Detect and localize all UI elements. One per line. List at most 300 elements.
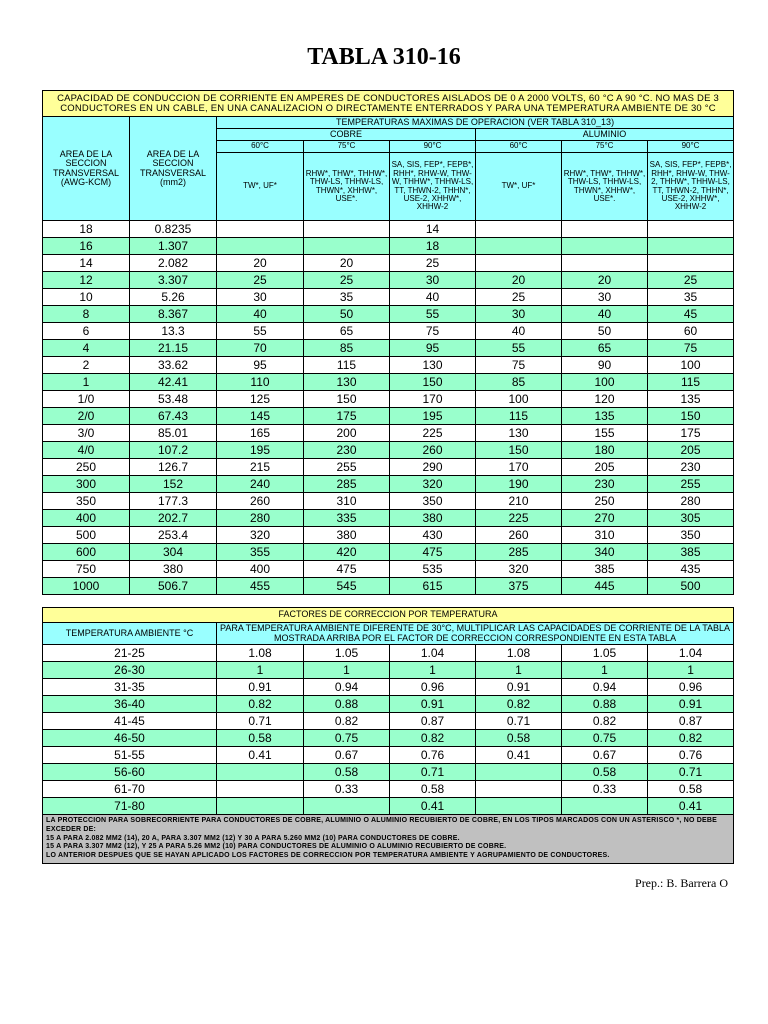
table-cell: 20 xyxy=(562,272,648,289)
table-cell: 0.33 xyxy=(304,781,390,798)
table-cell: 41-45 xyxy=(43,713,217,730)
table-cell: 130 xyxy=(390,357,476,374)
table-cell: 100 xyxy=(476,391,562,408)
table-cell xyxy=(217,238,304,255)
table-cell: 310 xyxy=(562,527,648,544)
table-cell: 280 xyxy=(648,493,734,510)
table-cell: 85.01 xyxy=(130,425,217,442)
table-cell: 150 xyxy=(648,408,734,425)
table-cell: 20 xyxy=(476,272,562,289)
table-cell: 95 xyxy=(217,357,304,374)
note-line: 15 A PARA 3.307 MM2 (12), Y 25 A PARA 5.26 MM2 (10) PARA CONDUCTORES DE ALUMINIO O ALUMINIO RECUBIERTO DE COBRE. xyxy=(46,843,507,851)
temp-label: 60°C xyxy=(217,141,304,153)
table-cell: 115 xyxy=(648,374,734,391)
table-cell: 0.71 xyxy=(217,713,304,730)
table-cell: 0.58 xyxy=(217,730,304,747)
table-cell: 0.58 xyxy=(476,730,562,747)
table-row xyxy=(43,713,734,730)
table-cell: 0.41 xyxy=(648,798,734,815)
table-cell: 51-55 xyxy=(43,747,217,764)
table-cell: 1.04 xyxy=(648,645,734,662)
insulation-types: SA, SIS, FEP*, FEPB*, RHH*, RHW-W, THW-W, THHW*, THHW-LS, TT, THWN-2, THHN*, USE-2, XHHW*, XHHW-2 xyxy=(390,153,476,221)
table-cell: 215 xyxy=(217,459,304,476)
table-cell: 305 xyxy=(648,510,734,527)
table-cell: 1.08 xyxy=(476,645,562,662)
insulation-types: RHW*, THW*, THHW*, THW-LS, THHW-LS, THWN*, XHHW*, USE*. xyxy=(304,153,390,221)
table-cell: 0.75 xyxy=(304,730,390,747)
table-cell: 260 xyxy=(476,527,562,544)
table-cell: 1 xyxy=(562,662,648,679)
table-cell: 115 xyxy=(304,357,390,374)
table-cell: 320 xyxy=(390,476,476,493)
table-cell: 195 xyxy=(217,442,304,459)
insulation-types: TW*, UF* xyxy=(476,153,562,221)
table-cell xyxy=(476,764,562,781)
table-cell: 0.82 xyxy=(390,730,476,747)
insulation-types: RHW*, THW*, THHW*, THW-LS, THHW-LS, THWN*, XHHW*, USE*. xyxy=(562,153,648,221)
table-cell: 1.307 xyxy=(130,238,217,255)
table-row xyxy=(43,374,734,391)
table-cell: 1.04 xyxy=(390,645,476,662)
aluminio-header: ALUMINIO xyxy=(476,129,734,141)
table-row xyxy=(43,679,734,696)
table-cell: 535 xyxy=(390,561,476,578)
table-cell xyxy=(562,221,648,238)
table-cell: 126.7 xyxy=(130,459,217,476)
table-cell: 25 xyxy=(217,272,304,289)
table-cell: 42.41 xyxy=(130,374,217,391)
table-row xyxy=(43,391,734,408)
table-cell: 420 xyxy=(304,544,390,561)
insulation-types: TW*, UF* xyxy=(217,153,304,221)
table-cell: 0.91 xyxy=(390,696,476,713)
table-cell: 115 xyxy=(476,408,562,425)
table-cell: 240 xyxy=(217,476,304,493)
table-cell: 475 xyxy=(390,544,476,561)
table-row xyxy=(43,476,734,493)
table-cell xyxy=(562,238,648,255)
table-cell: 190 xyxy=(476,476,562,493)
table-cell: 0.82 xyxy=(648,730,734,747)
table-cell: 1 xyxy=(43,374,130,391)
table-cell: 20 xyxy=(217,255,304,272)
table-cell: 53.48 xyxy=(130,391,217,408)
table-row xyxy=(43,459,734,476)
table-cell: 0.41 xyxy=(476,747,562,764)
table-cell: 100 xyxy=(648,357,734,374)
table-cell: 253.4 xyxy=(130,527,217,544)
temp-header: TEMPERATURAS MAXIMAS DE OPERACION (VER TABLA 310_13) xyxy=(217,117,734,129)
table-cell xyxy=(476,798,562,815)
table-row xyxy=(43,696,734,713)
table-cell: 0.96 xyxy=(648,679,734,696)
table-cell: 545 xyxy=(304,578,390,595)
table-cell: 350 xyxy=(648,527,734,544)
table-cell: 40 xyxy=(476,323,562,340)
table-cell: 3.307 xyxy=(130,272,217,289)
table-row xyxy=(43,289,734,306)
table-cell: 0.87 xyxy=(648,713,734,730)
table-cell: 385 xyxy=(562,561,648,578)
table-row xyxy=(43,730,734,747)
table-row xyxy=(43,561,734,578)
table-cell: 21.15 xyxy=(130,340,217,357)
table-row xyxy=(43,221,734,238)
table-cell: 230 xyxy=(648,459,734,476)
table-cell: 30 xyxy=(217,289,304,306)
table-cell: 130 xyxy=(476,425,562,442)
table-cell: 60 xyxy=(648,323,734,340)
table-cell: 31-35 xyxy=(43,679,217,696)
table-cell: 33.62 xyxy=(130,357,217,374)
table-cell: 35 xyxy=(648,289,734,306)
table-cell: 6 xyxy=(43,323,130,340)
correction-caption: FACTORES DE CORRECCION POR TEMPERATURA xyxy=(43,608,734,623)
table-cell: 18 xyxy=(390,238,476,255)
table-cell: 335 xyxy=(304,510,390,527)
table-row xyxy=(43,408,734,425)
table-cell: 750 xyxy=(43,561,130,578)
table-cell xyxy=(562,255,648,272)
table-cell: 255 xyxy=(304,459,390,476)
table-cell xyxy=(476,255,562,272)
table-cell: 175 xyxy=(648,425,734,442)
table-cell: 0.8235 xyxy=(130,221,217,238)
table-cell: 0.94 xyxy=(562,679,648,696)
table-row xyxy=(43,662,734,679)
table-cell: 210 xyxy=(476,493,562,510)
table-cell: 355 xyxy=(217,544,304,561)
table-row xyxy=(43,781,734,798)
table-caption: CAPACIDAD DE CONDUCCION DE CORRIENTE EN AMPERES DE CONDUCTORES AISLADOS DE 0 A 2000 VOLTS, 60 °C A 90 °C. NO MAS DE 3 CONDUCTORES EN UN CABLE, EN UNA CANALIZACION O DIRECTAMENTE ENTERRADOS Y PARA UNA TEMPERATURA AMBIENTE DE 30 °C xyxy=(43,91,734,117)
table-cell: 260 xyxy=(217,493,304,510)
table-cell: 90 xyxy=(562,357,648,374)
temp-label: 90°C xyxy=(390,141,476,153)
prepared-by: Prep.: B. Barrera O xyxy=(635,876,728,890)
table-cell: 304 xyxy=(130,544,217,561)
table-cell: 500 xyxy=(648,578,734,595)
table-cell: 71-80 xyxy=(43,798,217,815)
table-cell: 110 xyxy=(217,374,304,391)
table-cell: 14 xyxy=(43,255,130,272)
table-cell: 170 xyxy=(390,391,476,408)
table-cell: 1.08 xyxy=(217,645,304,662)
page-title: TABLA 310-16 xyxy=(307,44,461,70)
table-cell: 40 xyxy=(390,289,476,306)
table-cell: 225 xyxy=(390,425,476,442)
table-cell: 205 xyxy=(648,442,734,459)
table-cell xyxy=(476,781,562,798)
table-cell: 0.94 xyxy=(304,679,390,696)
table-cell: 0.82 xyxy=(217,696,304,713)
table-cell: 4 xyxy=(43,340,130,357)
table-cell: 16 xyxy=(43,238,130,255)
table-cell: 177.3 xyxy=(130,493,217,510)
table-cell: 310 xyxy=(304,493,390,510)
table-cell: 0.82 xyxy=(476,696,562,713)
table-cell: 75 xyxy=(390,323,476,340)
table-cell: 107.2 xyxy=(130,442,217,459)
table-cell: 0.88 xyxy=(304,696,390,713)
table-cell: 135 xyxy=(648,391,734,408)
table-cell: 14 xyxy=(390,221,476,238)
temp-label: 90°C xyxy=(648,141,734,153)
table-cell xyxy=(648,238,734,255)
table-cell xyxy=(476,221,562,238)
table-cell: 290 xyxy=(390,459,476,476)
table-cell: 195 xyxy=(390,408,476,425)
table-cell: 100 xyxy=(562,374,648,391)
table-cell xyxy=(648,255,734,272)
table-cell: 145 xyxy=(217,408,304,425)
table-cell: 0.67 xyxy=(304,747,390,764)
table-cell xyxy=(304,798,390,815)
table-cell: 0.88 xyxy=(562,696,648,713)
table-cell: 400 xyxy=(217,561,304,578)
table-row xyxy=(43,425,734,442)
table-cell: 65 xyxy=(304,323,390,340)
note-line: LO ANTERIOR DESPUES QUE SE HAYAN APLICADO LOS FACTORES DE CORRECCION POR TEMPERATURA AMBIENTE Y AGRUPAMIENTO DE CONDUCTORES. xyxy=(46,852,610,859)
table-cell: 50 xyxy=(562,323,648,340)
table-row xyxy=(43,255,734,272)
table-cell: 0.76 xyxy=(648,747,734,764)
table-cell xyxy=(217,221,304,238)
table-cell: 1/0 xyxy=(43,391,130,408)
col-header-area-awg: AREA DE LA SECCION TRANSVERSAL (AWG-KCM) xyxy=(43,117,130,221)
table-cell: 0.75 xyxy=(562,730,648,747)
ampacity-table xyxy=(42,90,734,595)
table-cell: 67.43 xyxy=(130,408,217,425)
table-cell: 1 xyxy=(217,662,304,679)
table-cell: 13.3 xyxy=(130,323,217,340)
table-cell: 170 xyxy=(476,459,562,476)
table-cell: 85 xyxy=(476,374,562,391)
table-cell: 475 xyxy=(304,561,390,578)
table-row xyxy=(43,493,734,510)
table-cell: 55 xyxy=(217,323,304,340)
table-cell: 8 xyxy=(43,306,130,323)
table-cell: 600 xyxy=(43,544,130,561)
table-cell: 8.367 xyxy=(130,306,217,323)
table-cell: 455 xyxy=(217,578,304,595)
table-cell: 350 xyxy=(390,493,476,510)
table-cell: 385 xyxy=(648,544,734,561)
table-cell: 50 xyxy=(304,306,390,323)
table-cell: 205 xyxy=(562,459,648,476)
table-cell: 380 xyxy=(390,510,476,527)
table-cell xyxy=(217,764,304,781)
table-cell: 150 xyxy=(304,391,390,408)
table-cell: 0.41 xyxy=(390,798,476,815)
table-cell: 1.05 xyxy=(304,645,390,662)
table-cell: 175 xyxy=(304,408,390,425)
table-cell: 300 xyxy=(43,476,130,493)
table-cell: 120 xyxy=(562,391,648,408)
table-cell: 1000 xyxy=(43,578,130,595)
table-cell: 130 xyxy=(304,374,390,391)
table-cell: 0.58 xyxy=(304,764,390,781)
table-cell: 375 xyxy=(476,578,562,595)
table-cell: 435 xyxy=(648,561,734,578)
table-cell: 0.91 xyxy=(217,679,304,696)
table-cell: 1 xyxy=(648,662,734,679)
table-row xyxy=(43,357,734,374)
table-cell: 2/0 xyxy=(43,408,130,425)
table-cell: 380 xyxy=(130,561,217,578)
table-cell: 270 xyxy=(562,510,648,527)
table-cell xyxy=(304,238,390,255)
table-cell: 225 xyxy=(476,510,562,527)
table-cell: 1 xyxy=(390,662,476,679)
table-cell: 75 xyxy=(648,340,734,357)
table-cell: 75 xyxy=(476,357,562,374)
table-cell: 250 xyxy=(43,459,130,476)
table-cell: 70 xyxy=(217,340,304,357)
table-cell xyxy=(562,798,648,815)
table-cell: 0.71 xyxy=(648,764,734,781)
table-cell: 55 xyxy=(476,340,562,357)
table-cell: 1 xyxy=(476,662,562,679)
table-cell: 5.26 xyxy=(130,289,217,306)
table-cell: 61-70 xyxy=(43,781,217,798)
table-cell: 35 xyxy=(304,289,390,306)
table-cell: 2.082 xyxy=(130,255,217,272)
table-cell xyxy=(476,238,562,255)
table-cell: 25 xyxy=(476,289,562,306)
table-cell: 56-60 xyxy=(43,764,217,781)
table-cell: 3/0 xyxy=(43,425,130,442)
table-row xyxy=(43,764,734,781)
temp-label: 60°C xyxy=(476,141,562,153)
table-cell: 0.96 xyxy=(390,679,476,696)
table-cell: 135 xyxy=(562,408,648,425)
table-cell xyxy=(304,221,390,238)
table-cell: 25 xyxy=(390,255,476,272)
col-header-area-mm2: AREA DE LA SECCION TRANSVERSAL (mm2) xyxy=(130,117,217,221)
table-cell: 0.87 xyxy=(390,713,476,730)
table-cell: 10 xyxy=(43,289,130,306)
col-header-temp: TEMPERATURA AMBIENTE °C xyxy=(43,623,217,645)
table-cell: 0.58 xyxy=(390,781,476,798)
table-row xyxy=(43,747,734,764)
table-row xyxy=(43,578,734,595)
table-cell: 0.67 xyxy=(562,747,648,764)
table-cell: 20 xyxy=(304,255,390,272)
table-cell: 155 xyxy=(562,425,648,442)
table-row xyxy=(43,306,734,323)
table-cell: 0.33 xyxy=(562,781,648,798)
table-cell: 0.91 xyxy=(476,679,562,696)
notes xyxy=(43,815,734,864)
table-cell xyxy=(648,221,734,238)
table-cell: 152 xyxy=(130,476,217,493)
table-cell: 400 xyxy=(43,510,130,527)
insulation-types: SA, SIS, FEP*, FEPB*, RHH*, RHW-W, THW-2, THHW*, THHW-LS, TT, THWN-2, THHN*, USE-2, XHHW*, XHHW-2 xyxy=(648,153,734,221)
table-cell: 380 xyxy=(304,527,390,544)
table-cell: 500 xyxy=(43,527,130,544)
table-cell: 2 xyxy=(43,357,130,374)
table-cell: 285 xyxy=(476,544,562,561)
table-row xyxy=(43,340,734,357)
table-cell: 0.58 xyxy=(648,781,734,798)
table-cell: 30 xyxy=(390,272,476,289)
table-cell: 18 xyxy=(43,221,130,238)
table-cell: 0.58 xyxy=(562,764,648,781)
table-row xyxy=(43,510,734,527)
table-cell: 180 xyxy=(562,442,648,459)
table-cell: 445 xyxy=(562,578,648,595)
table-cell: 255 xyxy=(648,476,734,493)
temp-label: 75°C xyxy=(562,141,648,153)
table-cell: 350 xyxy=(43,493,130,510)
table-cell: 285 xyxy=(304,476,390,493)
table-cell: 202.7 xyxy=(130,510,217,527)
table-cell: 125 xyxy=(217,391,304,408)
table-cell: 65 xyxy=(562,340,648,357)
cobre-header: COBRE xyxy=(217,129,476,141)
table-cell: 150 xyxy=(390,374,476,391)
note-line: 15 A PARA 2.082 MM2 (14), 20 A, PARA 3.307 MM2 (12) Y 30 A PARA 5.260 MM2 (10) PARA CONDUCTORES DE COBRE. xyxy=(46,834,460,842)
table-cell: 280 xyxy=(217,510,304,527)
table-cell: 0.91 xyxy=(648,696,734,713)
table-cell: 230 xyxy=(304,442,390,459)
table-cell: 45 xyxy=(648,306,734,323)
table-cell: 25 xyxy=(648,272,734,289)
table-cell: 1.05 xyxy=(562,645,648,662)
table-row xyxy=(43,527,734,544)
table-cell: 21-25 xyxy=(43,645,217,662)
table-cell: 0.82 xyxy=(304,713,390,730)
table-row xyxy=(43,238,734,255)
note-line: LA PROTECCION PARA SOBRECORRIENTE PARA CONDUCTORES DE COBRE, ALUMINIO O ALUMINIO RECUBIERTO DE COBRE, EN LOS TIPOS MARCADOS CON UN ASTERISCO *, NO DEBE EXCEDER DE: xyxy=(46,817,717,833)
table-cell: 25 xyxy=(304,272,390,289)
table-cell: 0.76 xyxy=(390,747,476,764)
table-cell: 55 xyxy=(390,306,476,323)
table-cell: 320 xyxy=(217,527,304,544)
table-cell: 0.82 xyxy=(562,713,648,730)
table-cell: 26-30 xyxy=(43,662,217,679)
table-row xyxy=(43,798,734,815)
table-cell: 320 xyxy=(476,561,562,578)
table-row xyxy=(43,442,734,459)
table-cell: 0.41 xyxy=(217,747,304,764)
table-cell: 40 xyxy=(562,306,648,323)
table-cell: 4/0 xyxy=(43,442,130,459)
table-cell: 250 xyxy=(562,493,648,510)
table-cell: 230 xyxy=(562,476,648,493)
table-cell: 36-40 xyxy=(43,696,217,713)
table-cell: 430 xyxy=(390,527,476,544)
table-cell: 40 xyxy=(217,306,304,323)
table-cell: 0.71 xyxy=(476,713,562,730)
table-cell xyxy=(217,781,304,798)
table-cell: 30 xyxy=(562,289,648,306)
table-cell: 95 xyxy=(390,340,476,357)
table-cell: 1 xyxy=(304,662,390,679)
table-cell: 506.7 xyxy=(130,578,217,595)
table-cell: 340 xyxy=(562,544,648,561)
table-row xyxy=(43,323,734,340)
table-cell: 165 xyxy=(217,425,304,442)
table-cell: 0.71 xyxy=(390,764,476,781)
correction-table xyxy=(42,607,734,864)
table-cell: 260 xyxy=(390,442,476,459)
correction-instruction: PARA TEMPERATURA AMBIENTE DIFERENTE DE 30°C, MULTIPLICAR LAS CAPACIDADES DE CORRIENTE DE LA TABLA MOSTRADA ARRIBA POR EL FACTOR DE CORRECCION CORRESPONDIENTE EN ESTA TABLA xyxy=(217,623,734,645)
table-cell: 615 xyxy=(390,578,476,595)
table-cell: 200 xyxy=(304,425,390,442)
table-cell: 12 xyxy=(43,272,130,289)
table-cell: 46-50 xyxy=(43,730,217,747)
